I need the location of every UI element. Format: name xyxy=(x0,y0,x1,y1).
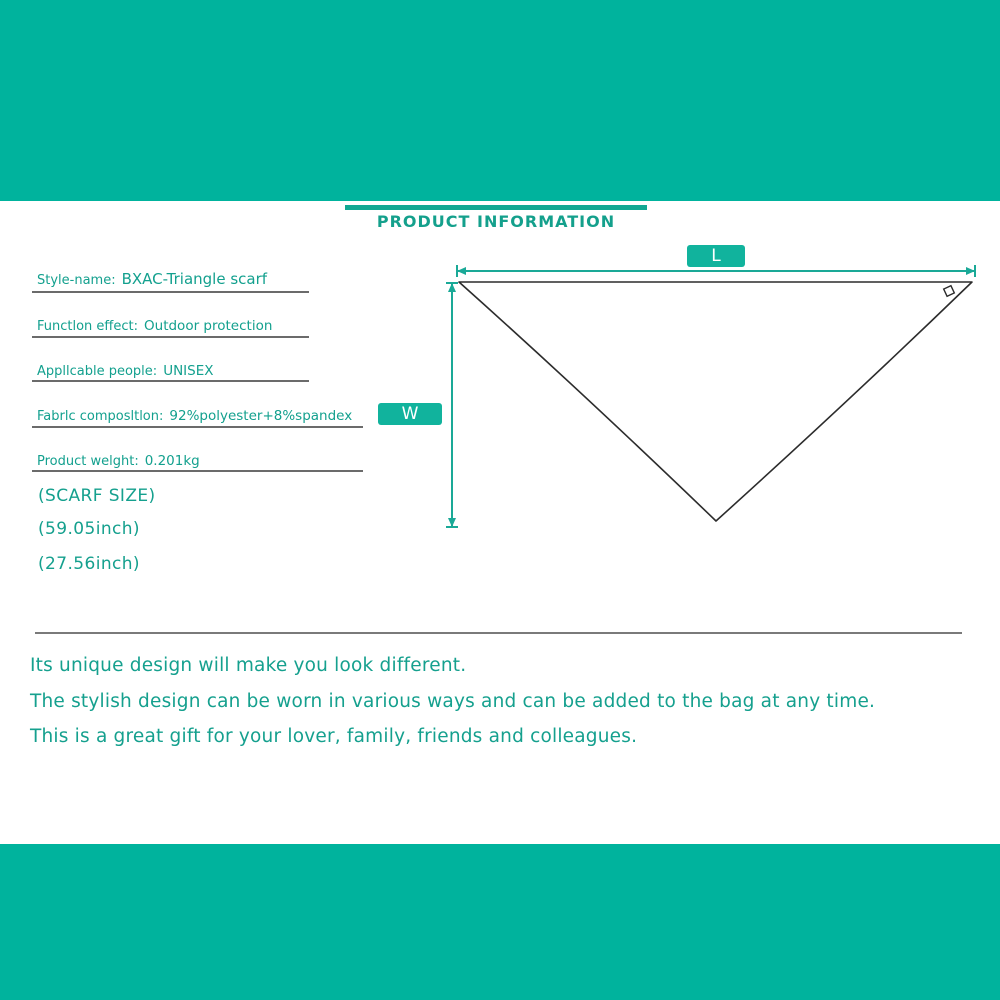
spec-key: Product welght: xyxy=(37,454,139,469)
label-tag-icon xyxy=(944,286,955,297)
width-arrow-bottom xyxy=(448,518,456,527)
spec-key: Functlon effect: xyxy=(37,319,139,334)
spec-value: Outdoor protection xyxy=(144,318,273,334)
bottom-band xyxy=(0,844,1000,1000)
spec-value: 0.201kg xyxy=(144,453,200,469)
description-line-3: This is a great gift for your lover, family, friends and colleagues. xyxy=(30,726,638,747)
spec-key: Style-name: xyxy=(37,273,116,288)
length-badge: L xyxy=(687,245,745,267)
scarf-outline xyxy=(459,282,972,521)
spec-value: 92%polyester+8%spandex xyxy=(169,408,353,424)
length-arrow-right xyxy=(966,267,975,275)
width-badge: W xyxy=(378,403,442,425)
scarf-size-heading: (SCARF SIZE) xyxy=(38,486,156,506)
section-divider xyxy=(35,632,962,634)
page-title: PRODUCT INFORMATION xyxy=(376,212,616,231)
spec-key: Fabrlc composltlon: xyxy=(37,409,164,424)
spec-value: BXAC-Triangle scarf xyxy=(121,270,268,288)
width-arrow-top xyxy=(448,283,456,292)
spec-value: UNISEX xyxy=(163,363,214,379)
description-line-1: Its unique design will make you look different. xyxy=(30,655,467,676)
description-line-2: The stylish design can be worn in various ways and can be added to the bag at any time. xyxy=(30,691,876,712)
scarf-size-length: (59.05inch) xyxy=(38,519,140,539)
scarf-size-width: (27.56inch) xyxy=(38,554,140,574)
spec-key: Appllcable people: xyxy=(37,364,158,379)
length-arrow-left xyxy=(457,267,466,275)
